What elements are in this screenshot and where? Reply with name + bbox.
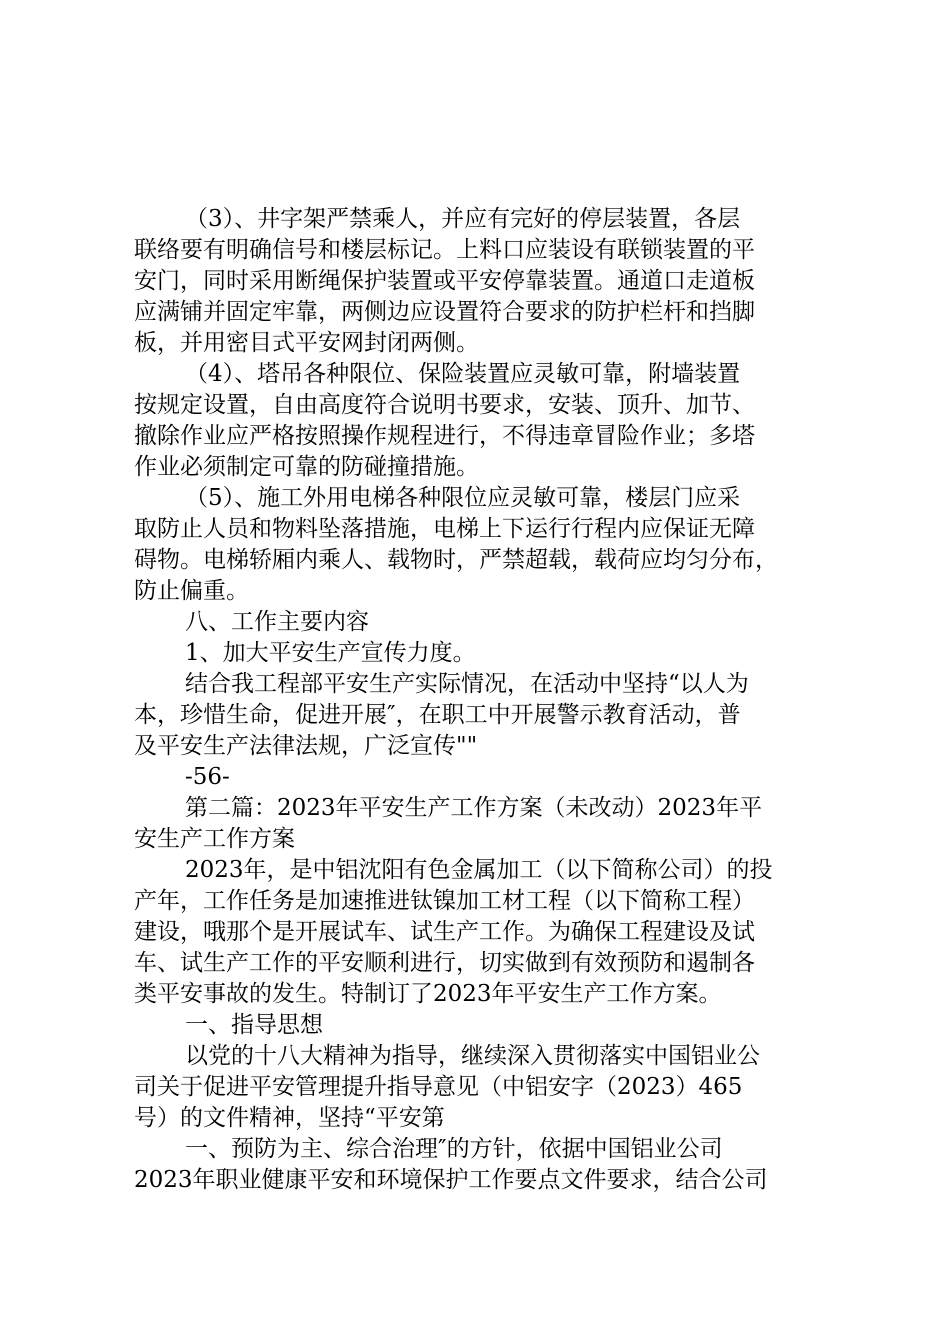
text-line: 1、加大平安生产宣传力度。	[185, 640, 476, 666]
text-line: （3）、井字架严禁乘人，并应有完好的停层装置，各层	[185, 206, 741, 232]
text-line: 类平安事故的发生。特制订了2023年平安生产工作方案。	[134, 981, 722, 1007]
text-line: 应满铺并固定牢靠，两侧边应设置符合要求的防护栏杆和挡脚	[134, 299, 755, 325]
text-line: 以党的十八大精神为指导，继续深入贯彻落实中国铝业公	[185, 1043, 760, 1069]
text-line: 号）的文件精神，坚持“平安第	[134, 1105, 445, 1131]
text-line: 作业必须制定可靠的防碰撞措施。	[134, 454, 479, 480]
text-line: 产年，工作任务是加速推进钛镍加工材工程（以下简称工程）	[134, 888, 755, 914]
text-line: 车、试生产工作的平安顺利进行，切实做到有效预防和遏制各	[134, 950, 755, 976]
text-line: 2023年，是中铝沈阳有色金属加工（以下简称公司）的投	[185, 857, 773, 883]
text-line: 本，珍惜生命，促进开展″，在职工中开展警示教育活动，普	[134, 702, 741, 728]
text-line: （5）、施工外用电梯各种限位应灵敏可靠，楼层门应采	[185, 485, 741, 511]
section-heading: 八、工作主要内容	[185, 609, 369, 635]
text-line: 按规定设置，自由高度符合说明书要求，安装、顶升、加节、	[134, 392, 755, 418]
section-heading: 一、指导思想	[185, 1012, 323, 1038]
text-line: 取防止人员和物料坠落措施，电梯上下运行行程内应保证无障	[134, 516, 755, 542]
text-line: （4）、塔吊各种限位、保险装置应灵敏可靠，附墙装置	[185, 361, 741, 387]
text-line: 防止偏重。	[134, 578, 249, 604]
text-line: 2023年职业健康平安和环境保护工作要点文件要求，结合公司	[134, 1167, 768, 1193]
section-heading: 安生产工作方案	[134, 826, 295, 852]
text-line: 撤除作业应严格按照操作规程进行，不得违章冒险作业；多塔	[134, 423, 755, 449]
text-line: 司关于促进平安管理提升指导意见（中铝安字（2023）465	[134, 1074, 743, 1100]
page-number: -56-	[185, 764, 230, 790]
text-line: 建设，哦那个是开展试车、试生产工作。为确保工程建设及试	[134, 919, 755, 945]
text-line: 及平安生产法律法规，广泛宣传""	[134, 733, 478, 759]
text-line: 板，并用密目式平安网封闭两侧。	[134, 330, 479, 356]
text-line: 结合我工程部平安生产实际情况，在活动中坚持“以人为	[185, 671, 749, 697]
text-line: 碍物。电梯轿厢内乘人、载物时，严禁超载，载荷应均匀分布，	[134, 547, 778, 573]
section-heading: 第二篇：2023年平安生产工作方案（未改动）2023年平	[185, 795, 763, 821]
text-line: 联络要有明确信号和楼层标记。上料口应装设有联锁装置的平	[134, 237, 755, 263]
text-line: 安门，同时采用断绳保护装置或平安停靠装置。通道口走道板	[134, 268, 755, 294]
text-line: 一、预防为主、综合治理″的方针，依据中国铝业公司	[185, 1136, 723, 1162]
